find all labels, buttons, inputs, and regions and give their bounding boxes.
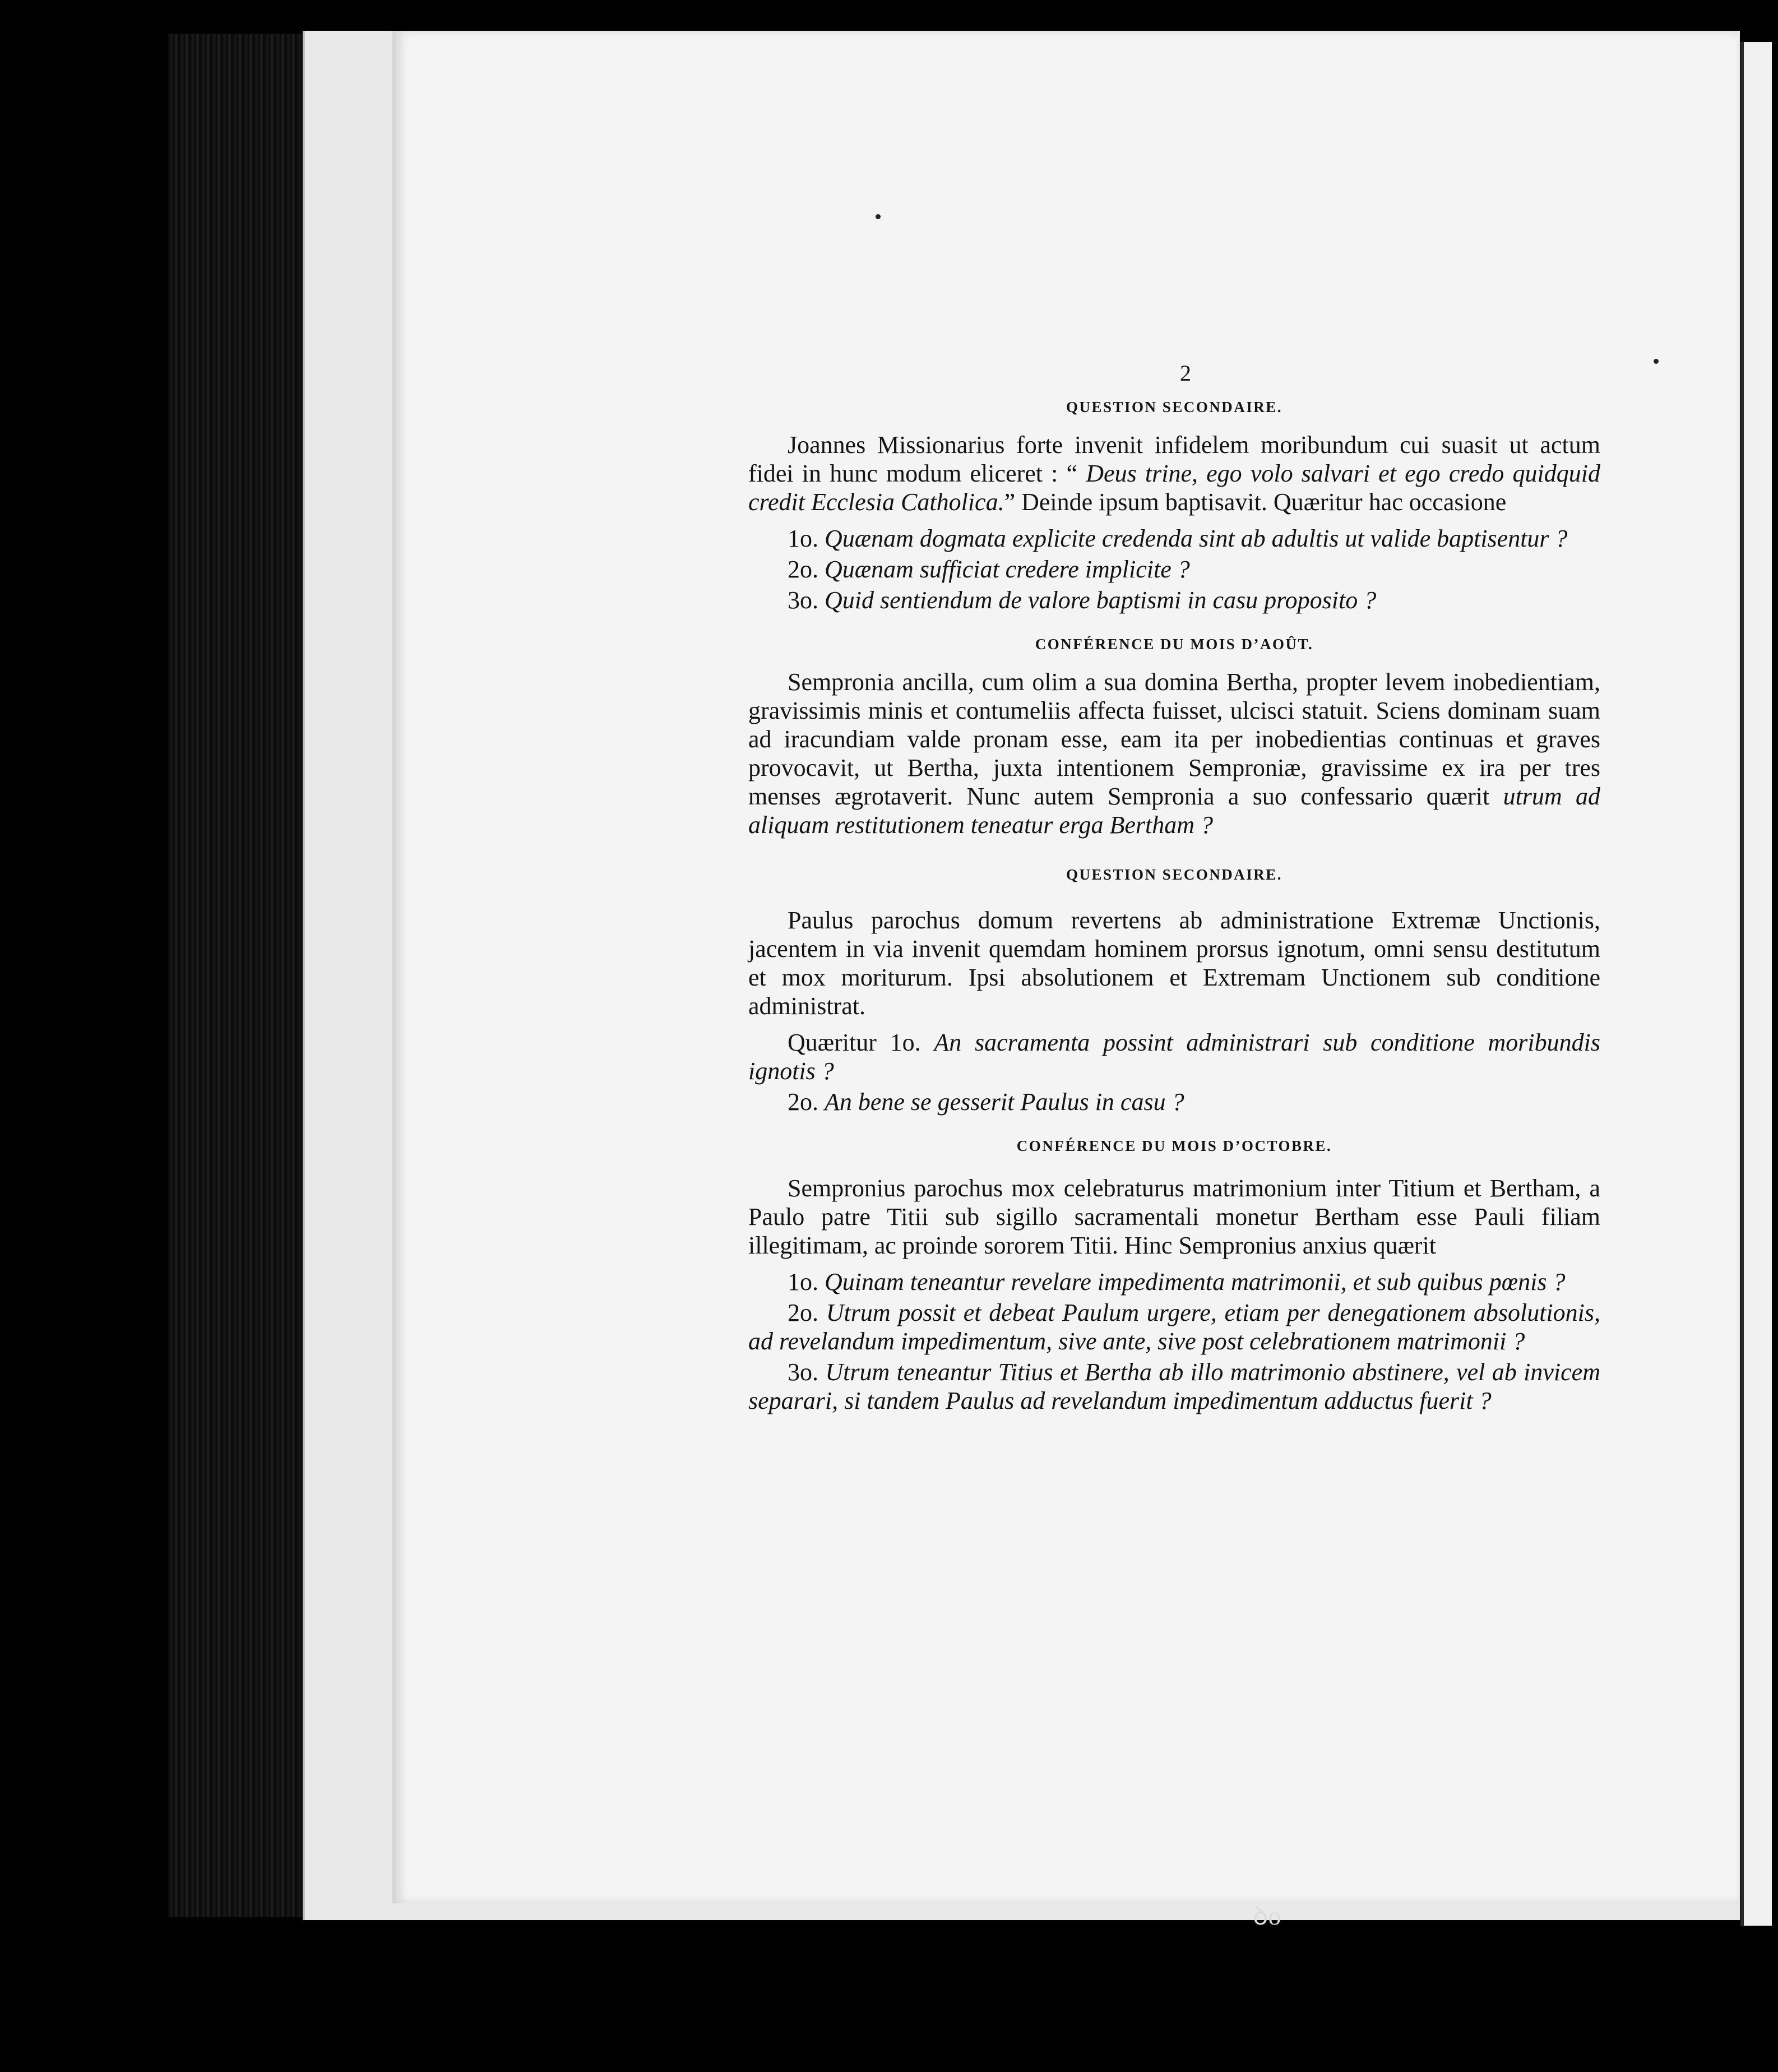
question-item	[748, 1268, 1600, 1296]
section-heading: CONFÉRENCE DU MOIS D’OCTOBRE.	[1016, 1137, 1332, 1154]
next-page-edge	[1740, 42, 1772, 1926]
section-conference-octobre	[748, 1132, 1600, 1415]
section-paragraph	[748, 906, 1600, 1020]
page-text	[748, 359, 1600, 1423]
question-number: 3o.	[788, 1358, 818, 1386]
question-number: 2o.	[788, 1088, 818, 1116]
question-text: Quid sentiendum de valore baptismi in casu proposito ?	[825, 586, 1377, 614]
question-list	[748, 524, 1600, 614]
section-paragraph	[748, 431, 1600, 516]
footer-mark: ꝺo	[1253, 1902, 1281, 1930]
book-spine-edge	[168, 34, 314, 1917]
question-text: Utrum possit et debeat Paulum urgere, etiam per denegationem absolutionis, ad revelandum impedimentum, sive ante, sive post celebrationem matrimonii ?	[748, 1299, 1600, 1355]
question-text: Quinam teneantur revelare impedimenta matrimonii, et sub quibus pœnis ?	[825, 1268, 1566, 1296]
question-text: An sacramenta possint administrari sub conditione moribundis ignotis ?	[748, 1029, 1600, 1085]
page-speck	[1654, 359, 1659, 364]
section-question-secondaire-1	[748, 393, 1600, 614]
section-paragraph	[748, 1174, 1600, 1260]
paragraph-italic: Deus trine, ego volo salvari et ego credo quidquid credit Ecclesia Catholica.	[748, 460, 1600, 516]
question-text: An bene se gesserit Paulus in casu ?	[825, 1088, 1184, 1116]
question-item	[748, 1298, 1600, 1356]
paragraph-text: ” Deinde ipsum baptisavit. Quæritur hac occasione	[1004, 488, 1507, 516]
question-item	[748, 555, 1600, 584]
section-heading: QUESTION SECONDAIRE.	[1066, 866, 1283, 883]
question-item	[748, 1358, 1600, 1415]
question-item	[748, 524, 1600, 553]
section-conference-aout	[748, 630, 1600, 839]
section-heading: QUESTION SECONDAIRE.	[1066, 399, 1283, 415]
section-paragraph	[748, 668, 1600, 839]
page-number: 2	[1180, 360, 1191, 386]
question-list	[748, 1268, 1600, 1415]
question-number: 1o.	[788, 1268, 818, 1296]
question-number: Quæritur 1o.	[788, 1029, 921, 1056]
question-item	[748, 586, 1600, 614]
question-number: 3o.	[788, 586, 818, 614]
question-item	[748, 1028, 1600, 1085]
paragraph-text: Paulus parochus domum revertens ab administratione Extremæ Unctionis, jacentem in via invenit quemdam hominem prorsus ignotum, omni sensu destitutum et mox moriturum. Ipsi absolutionem et Extremam Unctionem sub conditione administrat.	[748, 906, 1600, 1020]
question-text: Utrum teneantur Titius et Bertha ab illo matrimonio abstinere, vel ab invicem separari, si tandem Paulus ad revelandum impedimentum adductus fuerit ?	[748, 1358, 1600, 1414]
section-heading: CONFÉRENCE DU MOIS D’AOÛT.	[1035, 636, 1314, 653]
question-text: Quænam sufficiat credere implicite ?	[825, 556, 1190, 583]
paragraph-text: Sempronius parochus mox celebraturus matrimonium inter Titium et Bertham, a Paulo patre Titii sub sigillo sacramentali monetur Bertham esse Pauli filiam illegitimam, ac proinde sororem Titii. Hinc Sempronius anxius quærit	[748, 1174, 1600, 1259]
paragraph-italic: utrum ad aliquam restitutionem teneatur erga Bertham ?	[748, 783, 1601, 839]
section-question-secondaire-2	[748, 861, 1600, 1116]
question-list	[748, 1028, 1600, 1116]
question-number: 2o.	[788, 556, 818, 583]
page-speck	[876, 214, 881, 219]
question-text: Quænam dogmata explicite credenda sint ab adultis ut valide baptisentur ?	[825, 525, 1568, 552]
question-item	[748, 1088, 1600, 1116]
paragraph-text: Sempronia ancilla, cum olim a sua domina Bertha, propter levem inobedientiam, gravissimis minis et contumeliis affecta fuisset, ulcisci statuit. Sciens dominam suam ad iracundiam valde pronam esse, eam ita per inobedientias continuas et graves provocavit, ut Bertha, juxta intentionem Semproniæ, gravissime ex ira per tres menses ægrotaverit. Nunc autem Sempronia a suo confessario quærit	[748, 668, 1600, 810]
paragraph-text: Joannes Missionarius forte invenit infidelem moribundum cui suasit ut actum fidei in hunc modum eliceret : “	[748, 431, 1600, 487]
question-number: 1o.	[788, 525, 818, 552]
question-number: 2o.	[788, 1299, 818, 1326]
